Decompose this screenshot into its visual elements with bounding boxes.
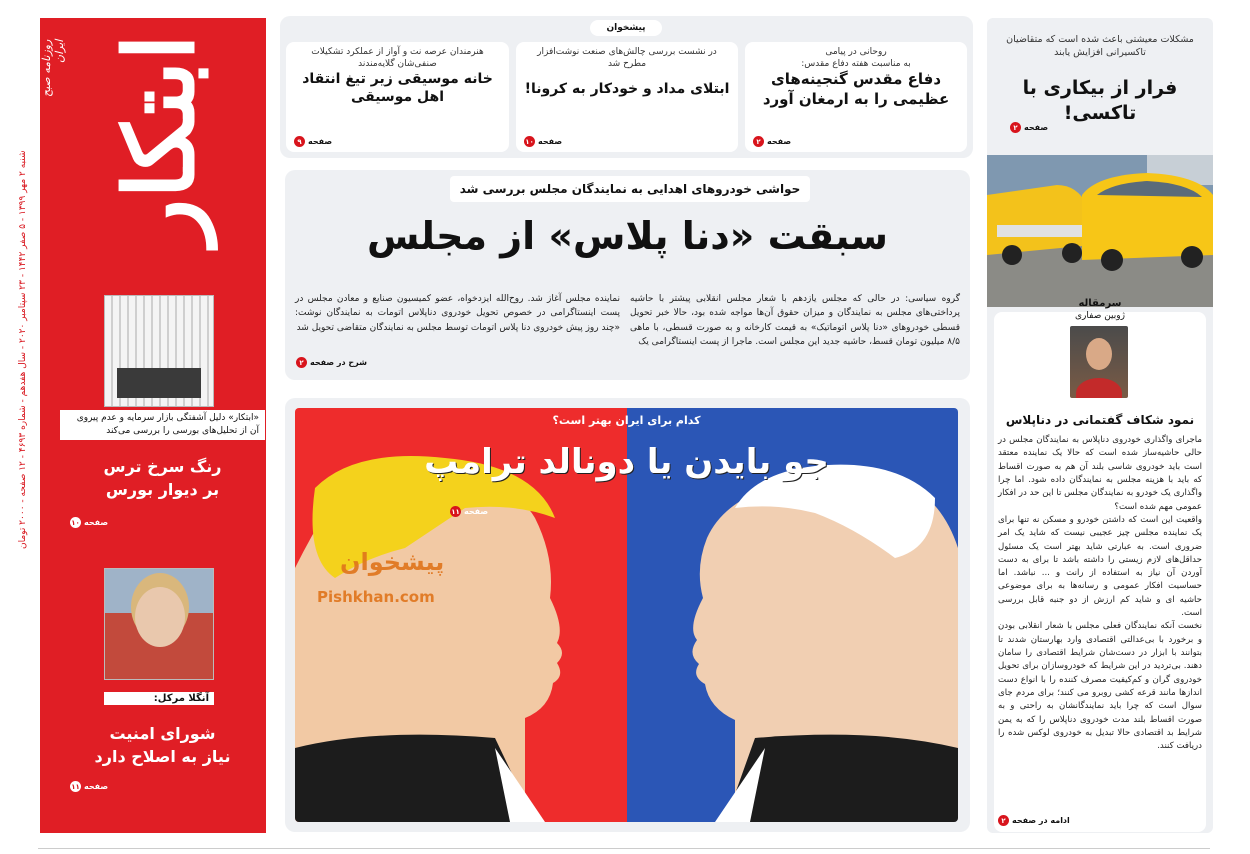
editorial-paragraph: واقعیت این است که داشتن خودرو و مسکن نه تنها برای یک نماینده مجلس چیز عجیبی نیست که شاید یک امر ضروری است. به عبارتی شاید بهتر است یک مسئول حداقل‌های لازم زیستی را داشته باشد تا برای به دست آوردن آن نیاز به استفاده از رانت و ... نباشد. اما حساسیت افکار عمومی و رسانه‌ها به برای موضوعی حاشیه ای و شاید کم ارزش از دو جنبه قابل بررسی است. <box>998 514 1202 619</box>
editorial-label: سرمقاله <box>1078 298 1122 309</box>
bourse-page-ref[interactable] <box>70 517 108 528</box>
editorial-title[interactable]: نمود شکاف گفتمانی در دناپلاس <box>1005 413 1195 427</box>
teaser-kicker: مطرح شد <box>607 59 647 70</box>
teaser-headline: عظیمی را به ارمغان آورد <box>762 89 950 108</box>
newspaper-logo: ابتکار <box>103 34 216 246</box>
bourse-headline-line-2: بر دیوار بورس <box>105 480 220 500</box>
lead-headline[interactable]: سبقت «دنا پلاس» از مجلس <box>366 214 889 258</box>
teaser-kicker: به مناسبت هفته دفاع مقدس: <box>801 59 911 70</box>
lead-page-ref[interactable] <box>296 357 367 368</box>
teaser-headline: اهل موسیقی <box>350 89 445 106</box>
teaser-page-ref[interactable] <box>524 136 562 147</box>
page-ref-label: صفحه <box>84 518 109 527</box>
main-image-headline[interactable]: جو بایدن یا دونالد ترامپ <box>424 442 829 482</box>
main-image-kicker: کدام برای ایران بهتر است؟ <box>552 414 701 427</box>
page-ref-label: ادامه در صفحه <box>1012 816 1070 825</box>
page-number-badge: ۲ <box>998 815 1009 826</box>
teaser-headline: خانه موسیقی زیر تیغ انتقاد <box>302 71 493 88</box>
page-number-badge: ۲ <box>296 357 307 368</box>
bourse-caption: «ابتکار» دلیل آشفتگی بازار سرمایه و عدم پیروی آن از تحلیل‌های بورسی را بررسی می‌کند <box>60 410 265 440</box>
teaser-page-ref[interactable] <box>294 136 332 147</box>
page-number-badge: ۱۱ <box>71 782 80 791</box>
taxi-page-ref[interactable] <box>1010 122 1048 133</box>
merkel-headline-line-2: نیاز به اصلاح دارد <box>94 747 231 767</box>
watermark-fa: پیشخوان <box>340 548 445 576</box>
merkel-photo <box>104 568 214 680</box>
pishkhan-tag: پیشخوان <box>590 20 662 36</box>
page-ref-label: صفحه <box>538 137 563 146</box>
page-ref-label: صفحه <box>1024 123 1049 132</box>
main-image-page-ref[interactable] <box>450 506 488 517</box>
teaser-kicker: صنفی‌شان گلایه‌مندند <box>358 59 437 70</box>
merkel-page-ref[interactable] <box>70 781 108 792</box>
page-ref-label: صفحه <box>308 137 333 146</box>
page-number-badge: ۲ <box>1010 122 1021 133</box>
merkel-headline[interactable] <box>60 722 265 768</box>
teaser-kicker: در نشست بررسی چالش‌های صنعت نوشت‌افزار <box>537 47 717 57</box>
editorial-body <box>998 434 1202 754</box>
page-ref-label: صفحه <box>464 507 489 516</box>
editorial-paragraph: نخست آنکه نمایندگان فعلی مجلس با شعار انقلابی بودن و برخورد با بی‌عدالتی اقتصادی وارد بهارستان شدند تا بتوانند با ابزار در دست‌شان شرایط اقتصادی را سامان دهند. بی‌تردید در این شرایط که خودروسازان برای تحویل خودروی گران و کم‌کیفیت مصرف کننده را با انواع دست اندازها مانند قرعه کشی روبرو می کنند؛ برای مردم جای سوال است که چرا باید نمایندگانشان به راحتی و به صورت اقساط بلند مدت خودروی دناپلاس را که به یمن شرایط بد اقتصادی حالا تبدیل به خودروی لوکس شده را دریافت کنند. <box>998 621 1202 752</box>
newspaper-tagline: روزنامه صبح ایران <box>40 40 66 98</box>
page-number-badge: ۹ <box>294 136 305 147</box>
editorial-page-ref[interactable] <box>998 815 1070 826</box>
merkel-headline-line-1: شورای امنیت <box>109 724 216 743</box>
page-number-badge: ۱۰ <box>71 518 80 527</box>
lead-kicker: حواشی خودروهای اهدایی به نمایندگان مجلس بررسی شد <box>450 176 810 202</box>
teaser-card-defense[interactable] <box>745 42 967 152</box>
page-ref-label: صفحه <box>84 782 109 791</box>
biden-trump-illustration <box>295 408 958 822</box>
teaser-kicker: هنرمندان عرصه نت و آواز از عملکرد تشکیلات <box>311 47 484 57</box>
page-ref-label: صفحه <box>767 137 792 146</box>
editorial-paragraph: ماجرای واگذاری خودروی دناپلاس به نمایندگان مجلس در حالی حاشیه‌ساز شده است که حالا یک نماینده معتقد است باید خودروی شاسی بلند آن هم به صورت اقساط که باید با هزینه مجلس به نمایندگان داده شود. اما چرا واگذاری یک خودرو به نمایندگان مجلس تا این حد در افکار عمومی مهم شده است؟ <box>998 435 1202 512</box>
teaser-card-music[interactable] <box>286 42 509 152</box>
author-avatar <box>1070 326 1128 398</box>
taxi-illustration <box>987 155 1213 307</box>
page-ref-label: شرح در صفحه <box>310 358 367 367</box>
watermark-en: Pishkhan.com <box>317 588 435 606</box>
taxi-headline[interactable]: فرار از بیکاری با تاکسی! <box>1022 77 1178 124</box>
bourse-headline[interactable] <box>60 455 265 501</box>
teaser-headline: دفاع مقدس گنجینه‌های <box>770 70 942 89</box>
lead-column-1: گروه سیاسی: در حالی که مجلس یازدهم با شعار مجلس انقلابی پیشتر با حاشیه پرداختی‌های مجلس به نمایندگان و میزان حقوق آن‌ها مواجه شده بود، حالا خبر تحویل قسطی خودروهای «دنا پلاس اتوماتیک» به قیمت کارخانه و به صورت قسطی، با ماهی ۸/۵ میلیون تومان قسط، حاشیه جدید این مجلس است. ماجرا از پست اینستاگرامی یک <box>630 294 960 348</box>
taxi-kicker: مشکلات معیشتی باعث شده است که متقاضیان تاکسیرانی افزایش یابند <box>1006 34 1194 58</box>
bourse-headline-line-1: رنگ سرخ ترس <box>103 457 222 476</box>
teaser-headline: ابتلای مداد و خودکار به کرونا! <box>524 81 730 98</box>
page-number-badge: ۲ <box>753 136 764 147</box>
masthead-dateline: شنبه ۲ مهر ۱۳۹۹ - ۵ صفر ۱۴۴۲ - ۲۳ سپتامبر ۲۰۲۰ - سال هفدهم - شماره ۴۶۹۳ - ۱۲ صفحه - ۲۰۰۰ تومان <box>18 150 28 549</box>
teaser-card-stationery[interactable] <box>516 42 738 152</box>
bourse-photo <box>104 295 214 407</box>
editorial-author: ژوبین صفاری <box>1075 311 1125 321</box>
page-number-badge: ۱۱ <box>451 507 460 516</box>
page-number-badge: ۱۰ <box>525 137 534 146</box>
teaser-page-ref[interactable] <box>753 136 791 147</box>
teaser-kicker: روحانی در پیامی <box>825 47 887 57</box>
lead-column-2: نماینده مجلس آغاز شد. روح‌الله ایزدخواه، عضو کمیسیون صنایع و معادن مجلس در پست اینستاگرامی در خصوص تحویل خودروی دناپلاس اتومات به نمایندگان نوشت: «چند روز پیش خودروی دنا پلاس اتومات توسط مجلس به نمایندگان متقاضی تحویل شد <box>295 294 620 333</box>
taxi-photo <box>987 155 1213 307</box>
bottom-divider <box>38 848 1210 849</box>
merkel-caption: آنگلا مرکل: <box>104 692 214 705</box>
